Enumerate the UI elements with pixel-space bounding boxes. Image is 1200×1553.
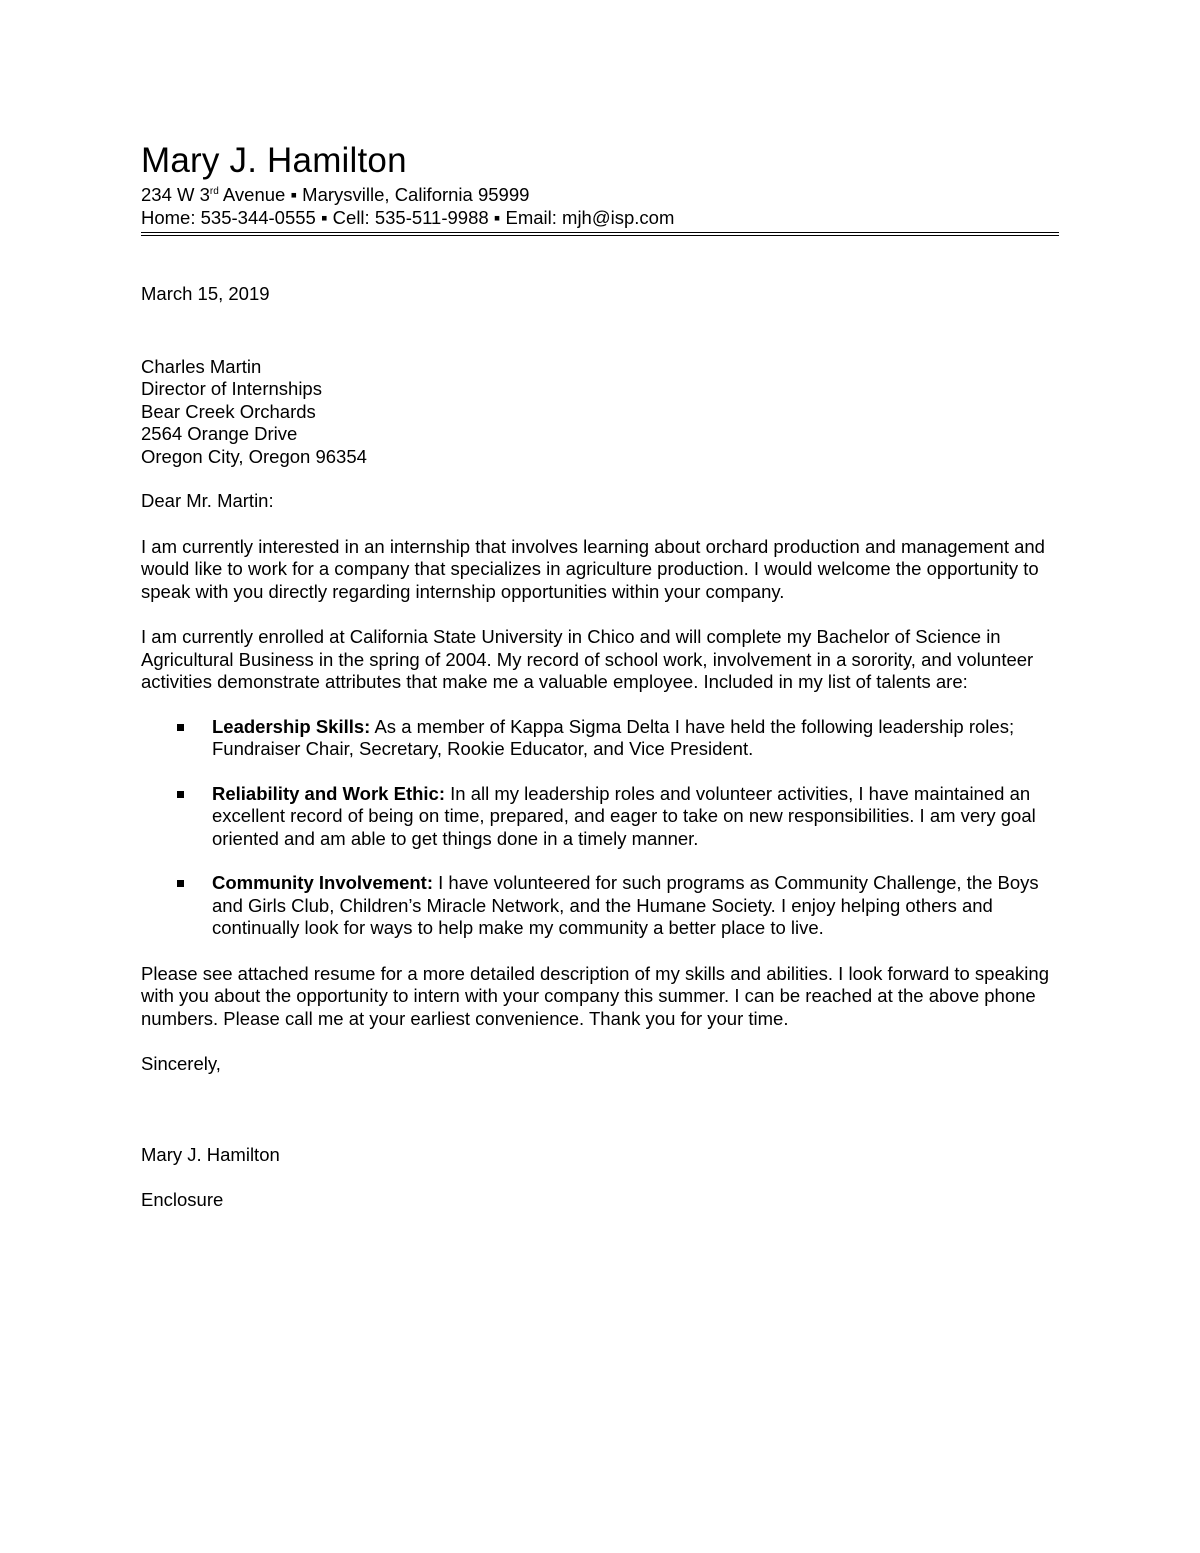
recipient-title: Director of Internships (141, 378, 322, 399)
recipient-city-state-zip: Oregon City, Oregon 96354 (141, 445, 367, 467)
square-bullet-icon (177, 724, 184, 731)
closing: Sincerely, (141, 1053, 221, 1074)
sender-contact-line: Home: 535-344-0555 ▪ Cell: 535-511-9988 ▪ Email: mjh@isp.com (141, 206, 675, 228)
list-item (141, 716, 1059, 761)
letter-page (141, 138, 1059, 1212)
list-item (141, 872, 1059, 940)
body-paragraph-1: I am currently interested in an internship that involves learning about orchard production and management and would like to work for a company that specializes in agriculture production. I would welcome the opportunity to speak with you directly regarding internship opportunities within your company. (141, 535, 1045, 602)
bullet-label: Reliability and Work Ethic: (212, 782, 446, 804)
closing-paragraph: Please see attached resume for a more detailed description of my skills and abilities. I look forward to speaking with you about the opportunity to intern with your company this summer. I can be reached at the above phone numbers. Please call me at your earliest convenience. Thank you for your time. (141, 962, 1049, 1029)
bullet-label: Community Involvement: (212, 872, 433, 893)
bullet-text: I have volunteered for such programs as Community Challenge, the Boys and Girls Club, Children’s Miracle Network, and the Humane Society. I enjoy helping others and continually look for ways to help make my community a better place to live. (212, 872, 1039, 938)
address-ordinal-suffix: rd (209, 186, 219, 197)
signature-name: Mary J. Hamilton (141, 1143, 280, 1165)
recipient-address-block (141, 356, 1059, 469)
sender-name: Mary J. Hamilton (141, 141, 407, 180)
body-paragraph-2: I am currently enrolled at California State University in Chico and will complete my Bachelor of Science in Agricultural Business in the spring of 2004. My record of school work, involvement in a sorority, and volunteer activities demonstrate attributes that make me a valuable employee. Included in my list of talents are: (141, 626, 1034, 692)
recipient-street: 2564 Orange Drive (141, 423, 298, 444)
bullet-text: In all my leadership roles and volunteer activities, I have maintained an excellent record of being on time, prepared, and eager to take on new responsibilities. I am very goal oriented and am able to get things done in a timely manner. (212, 782, 1036, 849)
sender-address (141, 184, 1059, 207)
salutation: Dear Mr. Martin: (141, 490, 274, 511)
bullet-text: As a member of Kappa Sigma Delta I have held the following leadership roles; Fundraiser Chair, Secretary, Rookie Educator, and Vice President. (212, 715, 1015, 759)
recipient-company: Bear Creek Orchards (141, 400, 316, 422)
letter-date: March 15, 2019 (141, 283, 270, 304)
enclosure-note: Enclosure (141, 1189, 224, 1210)
bullet-label: Leadership Skills: (212, 715, 371, 737)
talents-list (141, 716, 1059, 940)
square-bullet-icon (177, 880, 184, 887)
list-item (141, 783, 1059, 851)
recipient-name: Charles Martin (141, 355, 262, 377)
header-divider (141, 232, 1059, 236)
address-rest: Avenue ▪ Marysville, California 95999 (218, 184, 530, 205)
square-bullet-icon (177, 791, 184, 798)
address-street-number: 234 W 3 (141, 184, 210, 205)
